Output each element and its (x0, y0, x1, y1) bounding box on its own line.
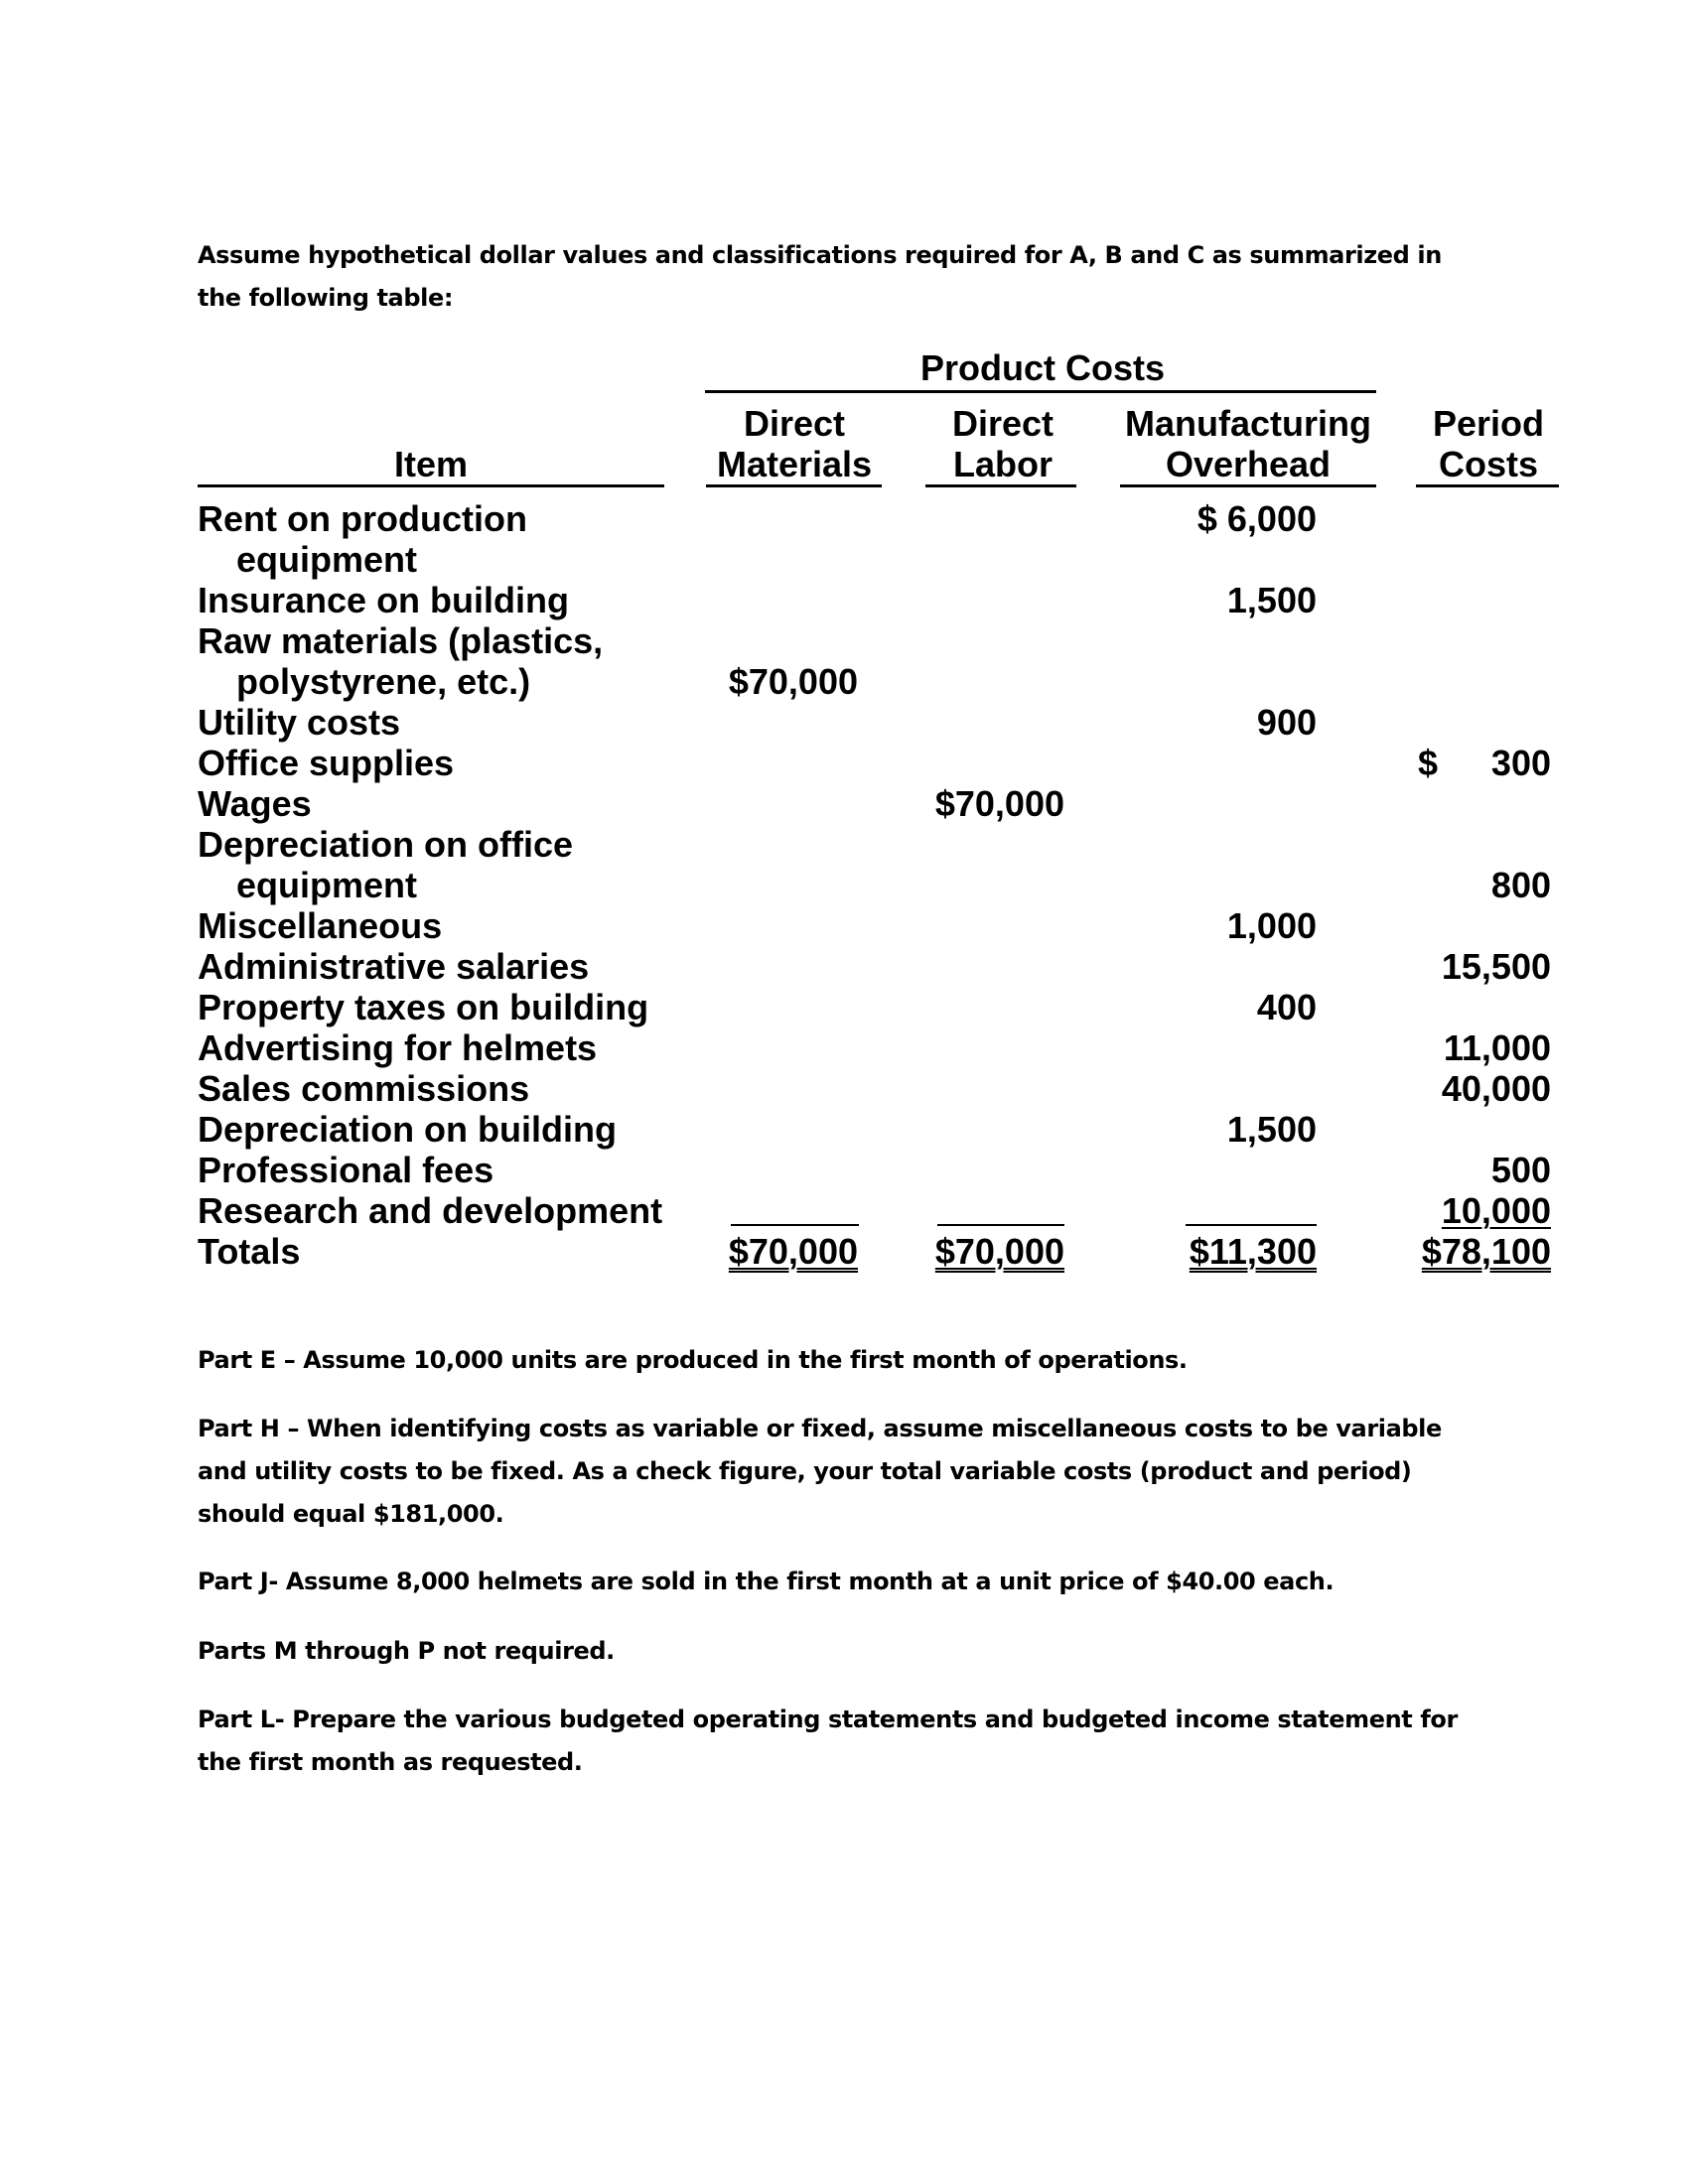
direct-materials-header (705, 403, 884, 484)
row-dep-building-overhead: 1,500 (1226, 1109, 1317, 1150)
manufacturing-overhead-header (1118, 403, 1378, 484)
row-professional-fees-label: Professional fees (198, 1150, 494, 1190)
row-raw-materials-direct-materials: $70,000 (728, 661, 858, 702)
note-part-l: Part L- Prepare the various budgeted operating statements and budgeted income statement for the first month as requested. (198, 1706, 1458, 1776)
total-manufacturing-overhead: $11,300 (1189, 1231, 1317, 1272)
row-admin-salaries-label: Administrative salaries (198, 946, 590, 987)
row-advertising-label: Advertising for helmets (198, 1027, 598, 1068)
manufacturing-overhead-header-line2: Overhead (1165, 444, 1332, 484)
direct-labor-header-line2: Labor (952, 444, 1053, 484)
item-header (198, 444, 664, 484)
direct-labor-header-line1: Direct (951, 403, 1055, 444)
direct-labor-header-rule (925, 484, 1076, 487)
row-rent-label: Rent on production (198, 498, 527, 539)
row-admin-salaries-period: 15,500 (1441, 946, 1551, 987)
product-costs-rule (705, 390, 1376, 393)
row-miscellaneous-label: Miscellaneous (198, 905, 443, 946)
period-costs-header-line2: Costs (1438, 444, 1539, 484)
item-header-rule (198, 484, 664, 487)
direct-labor-header (923, 403, 1082, 484)
row-miscellaneous-overhead: 1,000 (1226, 905, 1317, 946)
row-rent-overhead: $ 6,000 (1196, 498, 1317, 539)
row-research-period: 10,000 (1441, 1190, 1551, 1231)
row-raw-materials-label: Raw materials (plastics, (198, 620, 604, 661)
row-property-taxes-label: Property taxes on building (198, 987, 649, 1027)
row-utility-overhead: 900 (1256, 702, 1317, 743)
row-dep-office-label-cont: equipment (236, 865, 418, 905)
row-dep-building-label: Depreciation on building (198, 1109, 617, 1150)
total-direct-materials: $70,000 (728, 1231, 858, 1272)
row-sales-commissions-label: Sales commissions (198, 1068, 530, 1109)
row-totals-label: Totals (198, 1231, 301, 1272)
manufacturing-overhead-subtotal-rule (1186, 1224, 1317, 1226)
direct-materials-header-line2: Materials (716, 444, 873, 484)
row-raw-materials-label-cont: polystyrene, etc.) (236, 661, 531, 702)
product-costs-header: Product Costs (919, 347, 1166, 388)
period-costs-header (1416, 403, 1561, 484)
row-property-taxes-overhead: 400 (1256, 987, 1317, 1027)
intro-text: Assume hypothetical dollar values and classifications required for A, B and C as summarized in the following table: (198, 241, 1442, 312)
direct-materials-header-line1: Direct (743, 403, 846, 444)
row-utility-label: Utility costs (198, 702, 401, 743)
period-costs-header-line1: Period (1432, 403, 1545, 444)
direct-materials-header-rule (706, 484, 882, 487)
row-office-supplies-label: Office supplies (198, 743, 455, 783)
row-dep-office-period: 800 (1490, 865, 1551, 905)
row-research-label: Research and development (198, 1190, 663, 1231)
direct-labor-subtotal-rule (937, 1224, 1064, 1226)
total-period-costs: $78,100 (1421, 1231, 1551, 1272)
note-part-h: Part H – When identifying costs as variable or fixed, assume miscellaneous costs to be variable and utility costs to be fixed. As a check figure, your total variable costs (product and period) should equal $181,000. (198, 1415, 1442, 1528)
manufacturing-overhead-header-rule (1120, 484, 1376, 487)
row-dep-office-label: Depreciation on office (198, 824, 574, 865)
row-insurance-overhead: 1,500 (1226, 580, 1317, 620)
row-insurance-label: Insurance on building (198, 580, 570, 620)
row-professional-fees-period: 500 (1490, 1150, 1551, 1190)
direct-materials-subtotal-rule (731, 1224, 859, 1226)
period-costs-header-rule (1416, 484, 1559, 487)
row-rent-label-cont: equipment (236, 539, 418, 580)
note-part-j: Part J- Assume 8,000 helmets are sold in the first month at a unit price of $40.00 each. (198, 1568, 1335, 1595)
note-part-e: Part E – Assume 10,000 units are produced in the first month of operations. (198, 1346, 1188, 1374)
row-office-supplies-period: 300 (1490, 743, 1551, 783)
note-parts-m-p: Parts M through P not required. (198, 1637, 615, 1665)
row-wages-direct-labor: $70,000 (934, 783, 1064, 824)
row-sales-commissions-period: 40,000 (1441, 1068, 1551, 1109)
manufacturing-overhead-header-line1: Manufacturing (1125, 403, 1371, 444)
total-direct-labor: $70,000 (934, 1231, 1064, 1272)
row-office-supplies-period-sign: $ (1418, 743, 1439, 783)
row-wages-label: Wages (198, 783, 312, 824)
row-advertising-period: 11,000 (1443, 1027, 1551, 1068)
item-header-label: Item (393, 444, 469, 484)
